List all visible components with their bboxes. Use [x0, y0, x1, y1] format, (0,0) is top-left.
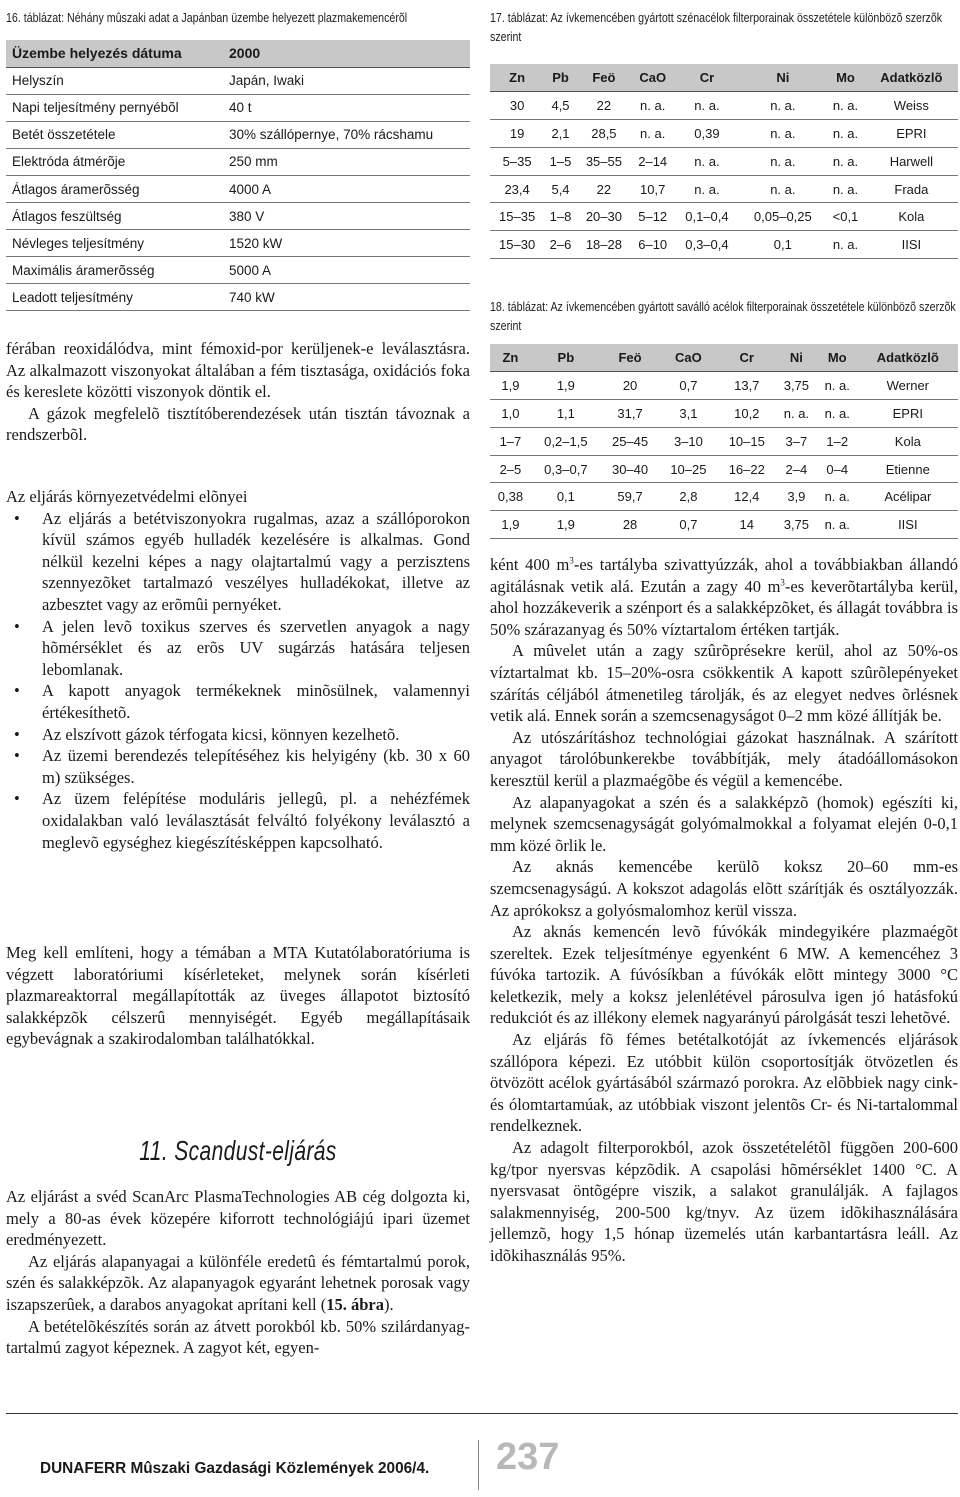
table-cell: Kola [865, 203, 958, 231]
row-label: Leadott teljesítmény [6, 284, 223, 311]
table-cell: Etienne [858, 455, 958, 483]
row-label: Helyszín [6, 67, 223, 94]
column-header: Adatközlõ [865, 64, 958, 92]
table-row [490, 175, 958, 203]
table-row [490, 372, 958, 400]
table-cell: 28,5 [577, 120, 631, 148]
table-cell: 0,1 [531, 483, 601, 511]
table-cell: 0,7 [659, 372, 717, 400]
table-cell: n. a. [826, 231, 865, 259]
table-cell: <0,1 [826, 203, 865, 231]
table-cell: Werner [858, 372, 958, 400]
table-cell: n. a. [817, 483, 858, 511]
row-label: Átlagos áramerõsség [6, 175, 223, 202]
paragraph: A gázok megfelelõ tisztítóberendezések után tisztán távoznak a rendszerbõl. [6, 403, 470, 445]
row-value: 4000 A [223, 175, 470, 202]
table-row [490, 427, 958, 455]
table-cell: 0,3–0,4 [674, 231, 739, 259]
table-cell: 10–25 [659, 455, 717, 483]
right-body [490, 554, 958, 1267]
table-cell: 25–45 [601, 427, 659, 455]
table-cell: IISI [865, 231, 958, 259]
column-header: Pb [544, 64, 577, 92]
column-header: CaO [631, 64, 674, 92]
table-cell: n. a. [826, 175, 865, 203]
table-row [490, 455, 958, 483]
row-value: 740 kW [223, 284, 470, 311]
bullet-item: • Az üzemi berendezés telepítéséhez kis helyigény (kb. 30 x 60 m) szükséges. [6, 745, 470, 788]
table-cell: 13,7 [718, 372, 776, 400]
table-cell: 22 [577, 175, 631, 203]
column-header: Feö [577, 64, 631, 92]
table-cell: n. a. [631, 92, 674, 120]
table-cell: 15–30 [490, 231, 544, 259]
table-cell: n. a. [826, 92, 865, 120]
table-row [6, 67, 470, 94]
row-label: Maximális áramerõsség [6, 257, 223, 284]
header-cell: 2000 [223, 40, 470, 67]
table-cell: n. a. [739, 175, 826, 203]
table-cell: 23,4 [490, 175, 544, 203]
column-header: Mo [826, 64, 865, 92]
table18-caption: 18. táblázat: Az ívkemencében gyártott saválló acélok filterporainak összetétele különbözõ szerzõk szerint [490, 299, 956, 333]
paragraph: Az aknás kemencén levõ fúvókák mindegyikére plazmaégõt szereltek. Ezek teljesítménye egyenként 6 MW. A kemencéhez 3 fúvóka tartozik. A fúvósíkban a fúvókák elõtt mintegy 3000 °C keletkezik, mely a koksz jelenlétével párosulva igen jó hatásfokú redukciót és az illékony elemek nagyarányú párolgását teszi lehetõvé. [490, 922, 958, 1028]
table-cell: 0–4 [817, 455, 858, 483]
table-cell: 0,2–1,5 [531, 427, 601, 455]
table-cell: 2–14 [631, 147, 674, 175]
paragraph: Az eljárás fõ fémes betétalkotóját az ívkemencés eljárások szállópora képezi. Ez utóbbit külön csoportosítják ötvözetlen és ötvözött acélok gyártásából származó porokra. Az elõbbiek nagy cink- és ólomtartamúak, az utóbbiak viszont jelentõs Cr- és Ni-tartalommal rendelkeznek. [490, 1030, 958, 1136]
table-cell: 3–10 [659, 427, 717, 455]
table-cell: 2,8 [659, 483, 717, 511]
column-header: Ni [739, 64, 826, 92]
row-value: 30% szállópernye, 70% rácshamu [223, 121, 470, 148]
chapter-title: 11. Scandust-eljárás [139, 1135, 337, 1166]
figure-ref: 15. ábra [326, 1294, 384, 1314]
table-cell: 0,05–0,25 [739, 203, 826, 231]
row-value: 5000 A [223, 257, 470, 284]
table-cell: 20–30 [577, 203, 631, 231]
column-header: CaO [659, 344, 717, 372]
table-cell: 1–7 [490, 427, 531, 455]
table-cell: 0,39 [674, 120, 739, 148]
bullet-item: • A jelen levõ toxikus szerves és szervetlen anyagok a nagy hõmérséklet és az erõs UV sugárzás hatására teljesen lebomlanak. [6, 616, 470, 681]
column-header: Zn [490, 64, 544, 92]
paragraph: Az alapanyagokat a szén és a salakképzõ (homok) egészíti ki, melynek szemcsenagyságát golyómalmokkal a folyamat elején 0-0,1 mm közé õrlik le. [490, 792, 958, 855]
left-body-top [6, 338, 470, 446]
table-row [490, 231, 958, 259]
table-row [490, 483, 958, 511]
table-header-row [490, 344, 958, 372]
column-header: Zn [490, 344, 531, 372]
table-row [6, 175, 470, 202]
table-cell: 59,7 [601, 483, 659, 511]
row-label: Névleges teljesítmény [6, 230, 223, 257]
column-header: Ni [776, 344, 817, 372]
table-cell: 19 [490, 120, 544, 148]
left-body-bottom [6, 1186, 470, 1359]
bullet-item: • Az elszívott gázok térfogata kicsi, könnyen kezelhetõ. [6, 724, 470, 746]
table-row [6, 203, 470, 230]
bullet-item: • Az üzem felépítése moduláris jellegû, pl. a nehézfémek oxidalakban való leválasztását felváltó folyékony leválasztó a meglevõ egységhez kiegészítésképpen kapcsolható. [6, 788, 470, 853]
table-cell: 4,5 [544, 92, 577, 120]
table-cell: n. a. [817, 372, 858, 400]
table-cell: n. a. [739, 147, 826, 175]
row-value: 250 mm [223, 148, 470, 175]
table-cell: 22 [577, 92, 631, 120]
table-cell: n. a. [826, 120, 865, 148]
table-cell: 3,9 [776, 483, 817, 511]
table-cell: Acélipar [858, 483, 958, 511]
table-cell: 3–7 [776, 427, 817, 455]
table-row [6, 148, 470, 175]
table-cell: 2–6 [544, 231, 577, 259]
table-cell: 20 [601, 372, 659, 400]
table-cell: 12,4 [718, 483, 776, 511]
table17 [490, 64, 958, 259]
table-row [6, 230, 470, 257]
table-cell: n. a. [817, 400, 858, 428]
table-cell: 10,7 [631, 175, 674, 203]
table-row [490, 120, 958, 148]
table-cell: 5,4 [544, 175, 577, 203]
table-cell: n. a. [631, 120, 674, 148]
table-cell: n. a. [817, 511, 858, 539]
table-row [490, 203, 958, 231]
table-header-row [490, 64, 958, 92]
table-cell: IISI [858, 511, 958, 539]
table-cell: EPRI [858, 400, 958, 428]
table-row [6, 121, 470, 148]
column-header: Cr [718, 344, 776, 372]
table-cell: 1,0 [490, 400, 531, 428]
table-cell: 18–28 [577, 231, 631, 259]
table-cell: 2,1 [544, 120, 577, 148]
row-value: 1520 kW [223, 230, 470, 257]
table-row [490, 147, 958, 175]
table-cell: 14 [718, 511, 776, 539]
header-cell: Üzembe helyezés dátuma [6, 40, 223, 67]
table16 [6, 40, 470, 311]
table-cell: 1,9 [490, 511, 531, 539]
bullet-item: • A kapott anyagok termékeknek minõsülnek, valamennyi értékesíthetõ. [6, 680, 470, 723]
paragraph: Az eljárást a svéd ScanArc PlasmaTechnologies AB cég dolgozta ki, mely a 80-as évek közepére kiforrott technológiájú ipari üzemet eredményezett. [6, 1187, 470, 1250]
table-cell: 1,9 [531, 372, 601, 400]
paragraph: Meg kell említeni, hogy a témában a MTA Kutatólaboratóriuma is végzett laboratóriumi kísérleteket, melynek során kísérleti plazmareaktorral megállapították az üveges állapotot biztosító salakképzõk célszerû mennyiségét. Egyéb megállapításaik egybevágnak a szakirodalomban találhatókkal. [6, 943, 470, 1049]
row-value: 380 V [223, 203, 470, 230]
table-cell: n. a. [674, 92, 739, 120]
table-row [6, 94, 470, 121]
left-body-mid [6, 942, 470, 1050]
column-header: Adatközlõ [858, 344, 958, 372]
paragraph: Az aknás kemencébe kerülõ koksz 20–60 mm-es szemcsenagyságú. A kokszot adagolás elõtt szárítják és osztályozzák. Az aprókoksz a golyósmalomhoz kerül vissza. [490, 857, 958, 920]
bullet-item: • Az eljárás a betétviszonyokra rugalmas, azaz a szállóporokon kívül számos egyéb hulladék kezelésére is alkalmas. Gond nélkül kezelni képes a nagy olajtartalmú vagy a perzisztens szennyezõket tartalmazó veszélyes hulladékokat, illetve az azbesztet vagy az erõmûi pernyéket. [6, 508, 470, 616]
table-cell: 5–12 [631, 203, 674, 231]
table-cell: 0,1 [739, 231, 826, 259]
table18 [490, 344, 958, 539]
table-cell: 1,1 [531, 400, 601, 428]
table-cell: 35–55 [577, 147, 631, 175]
row-value: Japán, Iwaki [223, 67, 470, 94]
table-header-row [6, 40, 470, 67]
table-row [490, 511, 958, 539]
table-cell: Frada [865, 175, 958, 203]
table-row [6, 284, 470, 311]
paragraph: férában reoxidálódva, mint fémoxid-por kerüljenek-e leválasztásra. Az alkalmazott viszonyokat általában a fém tisztasága, oxidációs foka és kereslete közötti viszonyok döntik el. [6, 339, 470, 402]
table-cell: 3,75 [776, 372, 817, 400]
table-cell: 3,75 [776, 511, 817, 539]
table-cell: 0,3–0,7 [531, 455, 601, 483]
table-cell: 2–5 [490, 455, 531, 483]
table-cell: 5–35 [490, 147, 544, 175]
table-cell: n. a. [739, 92, 826, 120]
table-cell: 28 [601, 511, 659, 539]
advantages-list [6, 508, 470, 854]
advantages-section [6, 486, 470, 853]
paragraph: Az utószárításhoz technológiai gázokat használnak. A szárított anyagot tárolóbunkerekbe továbbítják, mely átadóállomásokon keresztül kerül a plazmaégõbe és végül a kemencébe. [490, 727, 958, 790]
table-cell: 10–15 [718, 427, 776, 455]
table-cell: Weiss [865, 92, 958, 120]
table-cell: n. a. [674, 175, 739, 203]
row-value: 40 t [223, 94, 470, 121]
paragraph: Az eljárás alapanyagai a különféle eredetû és fémtartalmú porok, szén és salakképzõk. Az alapanyagok egyaránt lehetnek porosak vagy iszapszerûek, a darabos anyagokat aprítani kell (15. ábra). [6, 1251, 470, 1314]
table-cell: Kola [858, 427, 958, 455]
table-row [6, 257, 470, 284]
table-cell: 1–5 [544, 147, 577, 175]
row-label: Elektróda átmérõje [6, 148, 223, 175]
table-cell: Harwell [865, 147, 958, 175]
table-cell: 1,9 [531, 511, 601, 539]
table-cell: 0,1–0,4 [674, 203, 739, 231]
table-cell: n. a. [674, 147, 739, 175]
advantages-title: Az eljárás környezetvédelmi elõnyei [6, 487, 248, 506]
page-number: 237 [496, 1436, 560, 1478]
table-cell: 10,2 [718, 400, 776, 428]
column-header: Cr [674, 64, 739, 92]
table-cell: 3,1 [659, 400, 717, 428]
paragraph: ként 400 $m^3-es$ tartályba szivattyúzzák, ahol a továbbiakban állandó agitálásnak vetik alá. Ezután a zagy 40 $m^3-es$ keverõtartályba kerül, ahol hozzákeverik a szénport és a salakképzõket, és állagát továbbra is 50% szárazanyag és 50% víztartalom értéken tartják. [490, 555, 958, 639]
paragraph: Az adagolt filterporokból, azok összetételétõl függõen 200-600 kg/tpor nyersvas képzõdik. A csapolási hõmérséklet 1400 °C. A nyersvasat öntõgépre viszik, a salakot granulálják. A fajlagos salakmennyiség, 200-500 kg/tnyv. Az üzem idõkihasználására jellemzõ, hogy 1,5 hónap üzemelés után karbantartásra leáll. Az idõkihasználás 95%. [490, 1138, 958, 1265]
table-cell: 30–40 [601, 455, 659, 483]
table-cell: 6–10 [631, 231, 674, 259]
table-cell: 30 [490, 92, 544, 120]
journal-title: DUNAFERR Mûszaki Gazdasági Közlemények 2006/4. [40, 1460, 430, 1477]
table16-caption: 16. táblázat: Néhány mûszaki adat a Japánban üzembe helyezett plazmakemencérõl [6, 10, 408, 25]
column-header: Mo [817, 344, 858, 372]
table17-caption: 17. táblázat: Az ívkemencében gyártott szénacélok filterporainak összetétele különbözõ szerzõk szerint [490, 10, 943, 44]
table-row [490, 92, 958, 120]
table-cell: 1–2 [817, 427, 858, 455]
table-cell: 1–8 [544, 203, 577, 231]
table-cell: 15–35 [490, 203, 544, 231]
table-cell: EPRI [865, 120, 958, 148]
footer-rule [6, 1413, 958, 1414]
table-cell: 1,9 [490, 372, 531, 400]
column-header: Pb [531, 344, 601, 372]
table-cell: 0,7 [659, 511, 717, 539]
table-cell: 16–22 [718, 455, 776, 483]
table-cell: n. a. [826, 147, 865, 175]
table-cell: 2–4 [776, 455, 817, 483]
row-label: Betét összetétele [6, 121, 223, 148]
row-label: Napi teljesítmény pernyébõl [6, 94, 223, 121]
table-cell: 0,38 [490, 483, 531, 511]
paragraph: A betételõkészítés során az átvett porokból kb. 50% szilárdanyag-tartalmú zagyot képeznek. A zagyot két, egyen- [6, 1316, 470, 1358]
table-cell: n. a. [739, 120, 826, 148]
table-cell: n. a. [776, 400, 817, 428]
column-header: Feö [601, 344, 659, 372]
paragraph: A mûvelet után a zagy szûrõprésekre kerül, ahol az 50%-os víztartalmat kb. 15–20%-osra csökkentik A kapott szûrõlepényeket szárítás céljából átmenetileg tárolják, és az elegyet nedves õrlésnek vetik alá. Ennek során a szemcsenagyságot 0–2 mm közé állítják be. [490, 641, 958, 726]
table-cell: 31,7 [601, 400, 659, 428]
row-label: Átlagos feszültség [6, 203, 223, 230]
table-row [490, 400, 958, 428]
footer-divider [478, 1440, 479, 1490]
